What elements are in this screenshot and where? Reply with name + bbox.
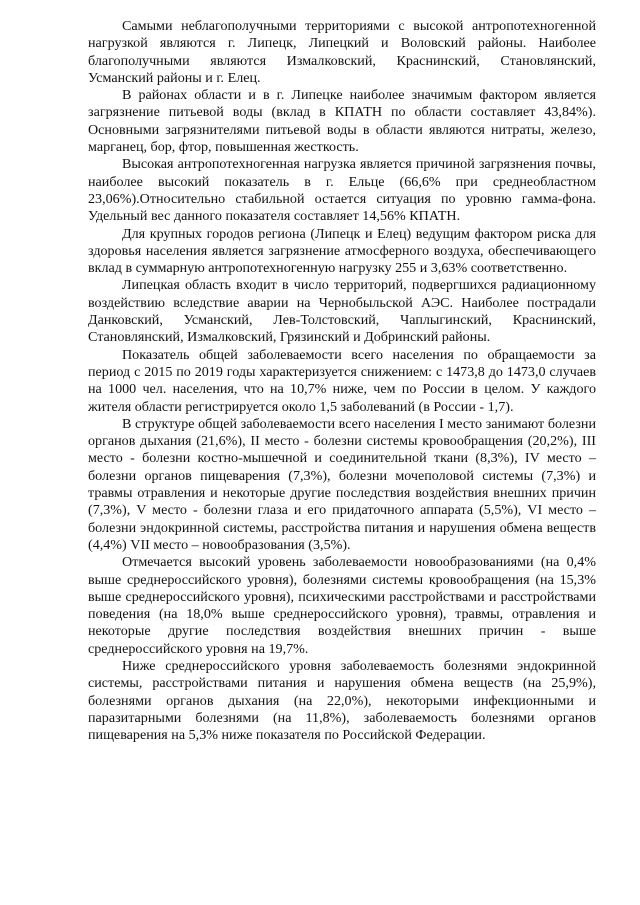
document-page: [88, 18, 596, 744]
paragraph-morbidity-structure: В структуре общей заболеваемости всего населения I место занимают болезни органов дыхания (21,6%), II место - болезни системы кровообращения (20,2%), III место - болезни костно-мышечной и соединительной ткани (8,3%), IV место – болезни органов пищеварения (7,3%), болезни мочеполовой системы (7,3%) и травмы отравления и некоторые другие последствия воздействия внешних причин (7,3%), V место - болезни глаза и его придаточного аппарата (5,5%), VI место – болезни эндокринной системы, расстройства питания и нарушения обмена веществ (4,4%) VII место – новообразования (3,5%).: [88, 415, 596, 553]
paragraph-drinking-water: В районах области и в г. Липецке наиболее значимым фактором является загрязнение питьевой воды (вклад в КПАТН по области составляет 43,84%). Основными загрязнителями питьевой воды в области являются нитраты, железо, марганец, бор, фтор, повышенная жесткость.: [88, 87, 596, 156]
paragraph-risk-territories: Самыми неблагополучными территориями с высокой антропотехногенной нагрузкой являются г. Липецк, Липецкий и Воловский районы. Наиболее благополучными являются Измалковский, Краснинский, Становлянский, Усманский районы и г. Елец.: [88, 18, 596, 86]
paragraph-morbidity-rate: Показатель общей заболеваемости всего населения по обращаемости за период с 2015 по 2019 годы характеризуется снижением: с 1473,8 до 1473,0 случаев на 1000 чел. населения, что на 10,7% ниже, чем по России в целом. У каждого жителя области регистрируется около 1,5 заболеваний (в России - 1,7).: [88, 346, 596, 415]
paragraph-low-morbidity: Ниже среднероссийского уровня заболеваемость болезнями эндокринной системы, расстройствами питания и нарушения обмена веществ (на 25,9%), болезнями органов дыхания (на 22,0%), некоторыми инфекционными и паразитарными болезнями (на 11,8%), заболеваемость болезнями органов пищеварения на 5,3% ниже показателя по Российской Федерации.: [88, 657, 596, 744]
paragraph-high-morbidity: Отмечается высокий уровень заболеваемости новообразованиями (на 0,4% выше среднероссийского уровня), болезнями системы кровообращения (на 15,3% выше среднероссийского уровня), психическими расстройствами и расстройствами поведения (на 18,0% выше среднероссийского уровня), травмы, отравления и некоторые другие последствия воздействия внешних причин - выше среднероссийского уровня на 19,7%.: [88, 554, 596, 657]
paragraph-air-pollution: Для крупных городов региона (Липецк и Елец) ведущим фактором риска для здоровья населения является загрязнение атмосферного воздуха, обеспечивающего вклад в суммарную антропотехногенную нагрузку 255 и 3,63% соответственно.: [88, 225, 596, 277]
paragraph-soil-pollution: Высокая антропотехногенная нагрузка является причиной загрязнения почвы, наиболее высокий показатель в г. Ельце (66,6% при среднеобластном 23,06%).Относительно стабильной остается ситуация по уровню гамма-фона. Удельный вес данного показателя составляет 14,56% КПАТН.: [88, 156, 596, 225]
paragraph-chernobyl: Липецкая область входит в число территорий, подвергшихся радиационному воздействию вследствие аварии на Чернобыльской АЭС. Наиболее пострадали Данковский, Усманский, Лев-Толстовский, Чаплыгинский, Краснинский, Становлянский, Измалковский, Грязинский и Добринский районы.: [88, 277, 596, 346]
